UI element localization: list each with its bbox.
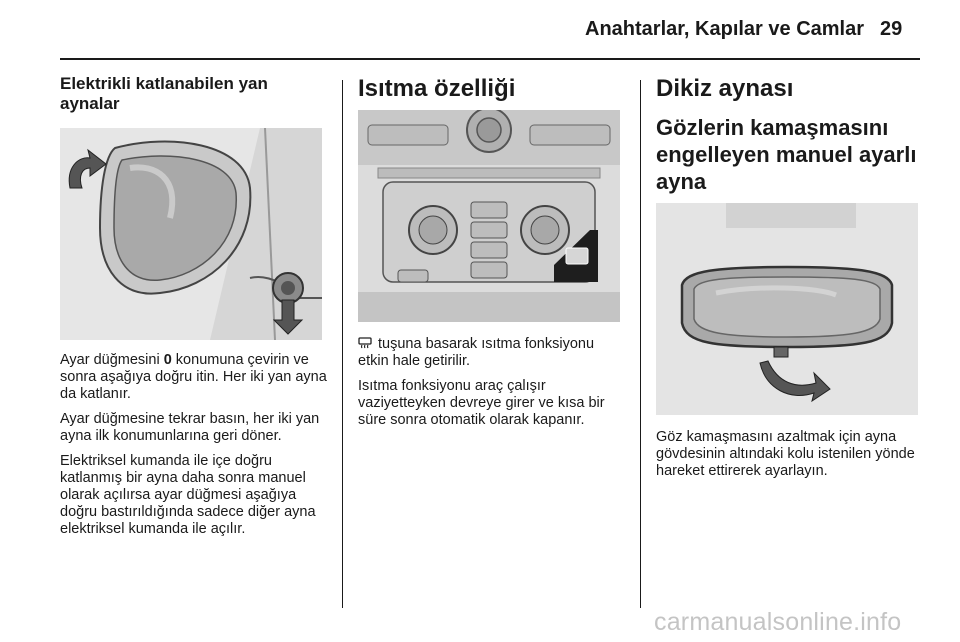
column-divider <box>342 80 343 608</box>
column-folding-mirrors <box>60 74 330 546</box>
text-run: Ayar düğmesini <box>60 352 164 368</box>
paragraph: Ayar düğmesine tekrar basın, her iki yan ayna ilk konumunlarına geri döner. <box>60 411 320 444</box>
section-heading-rearview-mirror: Dikiz aynası <box>656 75 794 102</box>
text-run: konumuna çevirin ve sonra aşağıya doğru itin. Her iki yan ayna da katlanır. <box>60 352 327 402</box>
figure-climate-control-panel <box>358 110 620 322</box>
mirror-heater-icon <box>358 337 372 349</box>
side-mirror-illustration <box>60 128 322 340</box>
paragraph: Elektriksel kumanda ile içe doğru katlanmış bir ayna daha sonra manuel olarak açılırsa ayar düğmesi aşağıya doğru bastırıldığında sadece diğer ayna elektriksel kumanda ile açılır. <box>60 453 316 537</box>
paragraph <box>60 352 330 403</box>
paragraph: Isıtma fonksiyonu araç çalışır vaziyetteyken devreye girer ve kısa bir süre sonra otomatik olarak kapanır. <box>358 378 605 428</box>
paragraph: Göz kamaşmasını azaltmak için ayna gövdesinin altındaki kolu istenilen yönde hareket ettirerek ayarlayın. <box>656 429 915 479</box>
header-rule <box>60 58 920 60</box>
button-position-label: 0 <box>163 352 172 368</box>
rearview-mirror-illustration <box>656 203 918 415</box>
column-heating <box>358 74 626 437</box>
column-rearview-mirror <box>656 74 922 488</box>
section-heading-heating: Isıtma özelliği <box>358 75 516 102</box>
climate-panel-illustration <box>358 110 620 322</box>
page-number: 29 <box>880 18 903 40</box>
column-divider <box>640 80 641 608</box>
subsection-heading: Gözlerin kamaşmasını engelleyen manuel ayarlı ayna <box>656 115 917 194</box>
paragraph <box>358 336 626 370</box>
header-title: Anahtarlar, Kapılar ve Camlar <box>585 18 865 40</box>
section-heading-folding-mirrors: Elektrikli katlanabilen yan aynalar <box>60 74 268 113</box>
figure-side-mirror <box>60 128 322 340</box>
text-run: tuşuna basarak ısıtma fonksiyonu etkin hale getirilir. <box>358 336 595 369</box>
watermark: carmanualsonline.info <box>654 608 902 636</box>
page-header <box>0 0 960 64</box>
figure-rearview-mirror <box>656 203 918 415</box>
